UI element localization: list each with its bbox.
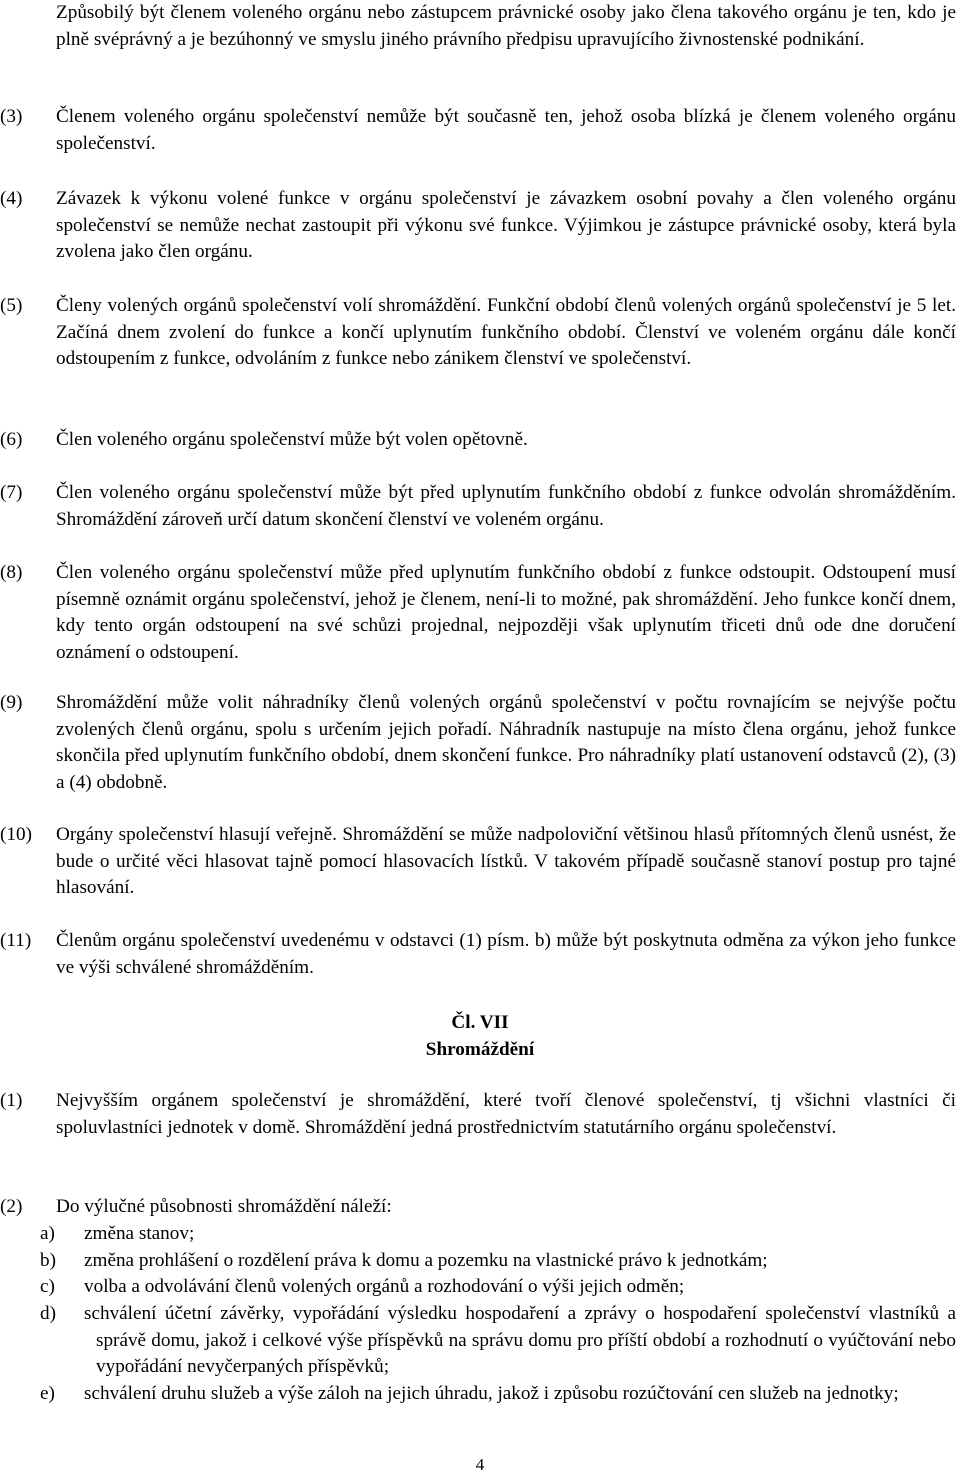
list-letter: e) [40, 1383, 55, 1404]
paragraph-number: (2) [0, 1196, 23, 1217]
list-item-d [0, 1301, 956, 1381]
lead-paragraph: Způsobilý být členem voleného orgánu nebo zástupcem právnické osoby jako člena takového orgánu je ten, kdo je plně svéprávný a je bezúhonný ve smyslu jiného právního předpisu upravujícího živnostenské podnikání. [56, 2, 956, 50]
paragraph-number: (10) [0, 824, 32, 845]
paragraph-5 [0, 293, 956, 373]
paragraph-text: Členy volených orgánů společenství volí shromáždění. Funkční období členů volených orgánů společenství je 5 let. Začíná dnem zvolení do funkce a končí uplynutím funkčního období. Členství ve voleném orgánu dále končí odstoupením z funkce, odvoláním z funkce nebo zánikem členství ve společenství. [56, 295, 956, 370]
paragraph-number: (7) [0, 482, 23, 503]
paragraph-number: (11) [0, 930, 32, 951]
list-text: změna prohlášení o rozdělení práva k domu a pozemku na vlastnické právo k jednotkám; [84, 1250, 768, 1271]
paragraph-text: Nejvyšším orgánem společenství je shromáždění, které tvoří členové společenství, tj všichni vlastníci či spoluvlastníci jednotek v domě. Shromáždění jedná prostřednictvím statutárního orgánu společenství. [56, 1090, 956, 1138]
paragraph-text: Člen voleného orgánu společenství může být volen opětovně. [56, 429, 528, 450]
list-item-e [0, 1381, 956, 1408]
paragraph-6 [0, 427, 956, 454]
paragraph-7 [0, 480, 956, 533]
list-text: volba a odvolávání členů volených orgánů a rozhodování o výši jejich odměn; [84, 1276, 685, 1297]
list-text: schválení účetní závěrky, vypořádání výsledku hospodaření a zprávy o hospodaření společenství vlastníků a správě domu, jakož i celkové výše příspěvků na správu domu pro příští období a rozhodnutí o vyúčtování nebo vypořádání nevyčerpaných příspěvků; [84, 1303, 956, 1378]
paragraph-number: (6) [0, 429, 23, 450]
paragraph-text: Orgány společenství hlasují veřejně. Shromáždění se může nadpoloviční většinou hlasů přítomných členů usnést, že bude o určité věci hlasovat tajně pomocí hlasovacích lístků. V takovém případě současně stanoví postup pro tajné hlasování. [56, 824, 956, 899]
paragraph-number: (4) [0, 188, 23, 209]
paragraph-text: Členům orgánu společenství uvedenému v odstavci (1) písm. b) může být poskytnuta odměna za výkon jeho funkce ve výši schválené shromážděním. [56, 930, 956, 978]
paragraph-text: Závazek k výkonu volené funkce v orgánu společenství je závazkem osobní povahy a člen voleného orgánu společenství se nemůže nechat zastoupit při výkonu své funkce. Výjimkou je zástupce právnické osoby, která byla zvolena jako člen orgánu. [56, 188, 956, 263]
paragraph-4 [0, 186, 956, 266]
paragraph-text: Členem voleného orgánu společenství nemůže být současně ten, jehož osoba blízká je členem voleného orgánu společenství. [56, 106, 956, 154]
list-item-a [0, 1221, 956, 1248]
list-letter: a) [40, 1223, 55, 1244]
section-number: Čl. VII [451, 1012, 509, 1033]
paragraph-number: (3) [0, 106, 23, 127]
page-number: 4 [475, 1455, 485, 1474]
paragraph-3 [0, 104, 956, 157]
paragraph-10 [0, 822, 956, 902]
list-text: schválení druhu služeb a výše záloh na jejich úhradu, jakož i způsobu rozúčtování cen služeb na jednotky; [84, 1383, 899, 1404]
list-item-c [0, 1274, 956, 1301]
section-paragraph-1 [0, 1088, 956, 1141]
list-letter: d) [40, 1303, 56, 1324]
paragraph-8 [0, 560, 956, 666]
section-paragraph-2 [0, 1194, 956, 1221]
paragraph-11 [0, 928, 956, 981]
list-letter: b) [40, 1250, 56, 1271]
paragraph-number: (1) [0, 1090, 23, 1111]
paragraph-text: Člen voleného orgánu společenství může být před uplynutím funkčního období z funkce odvolán shromážděním. Shromáždění zároveň určí datum skončení členství ve voleném orgánu. [56, 482, 956, 530]
paragraph-9 [0, 690, 956, 796]
paragraph-number: (9) [0, 692, 23, 713]
paragraph-number: (5) [0, 295, 23, 316]
paragraph-text: Do výlučné působnosti shromáždění náleží: [56, 1196, 392, 1217]
section-title: Shromáždění [425, 1039, 535, 1060]
list-letter: c) [40, 1276, 55, 1297]
list-item-b [0, 1248, 956, 1275]
paragraph-text: Shromáždění může volit náhradníky členů volených orgánů společenství v počtu rovnajícím se nejvýše počtu zvolených členů orgánu, spolu s určením jejich pořadí. Náhradník nastupuje na místo člena orgánu, jehož funkce skončila před uplynutím funkčního období, dnem skončení funkce. Pro náhradníky platí ustanovení odstavců (2), (3) a (4) obdobně. [56, 692, 956, 793]
paragraph-number: (8) [0, 562, 23, 583]
list-text: změna stanov; [84, 1223, 195, 1244]
paragraph-text: Člen voleného orgánu společenství může před uplynutím funkčního období z funkce odstoupit. Odstoupení musí písemně oznámit orgánu společenství, jehož je členem, není-li to možné, pak shromáždění. Jeho funkce končí dnem, kdy tento orgán odstoupení na své schůzi projednal, nejpozději však uplynutím třiceti dnů ode dne doručení oznámení o odstoupení. [56, 562, 956, 663]
